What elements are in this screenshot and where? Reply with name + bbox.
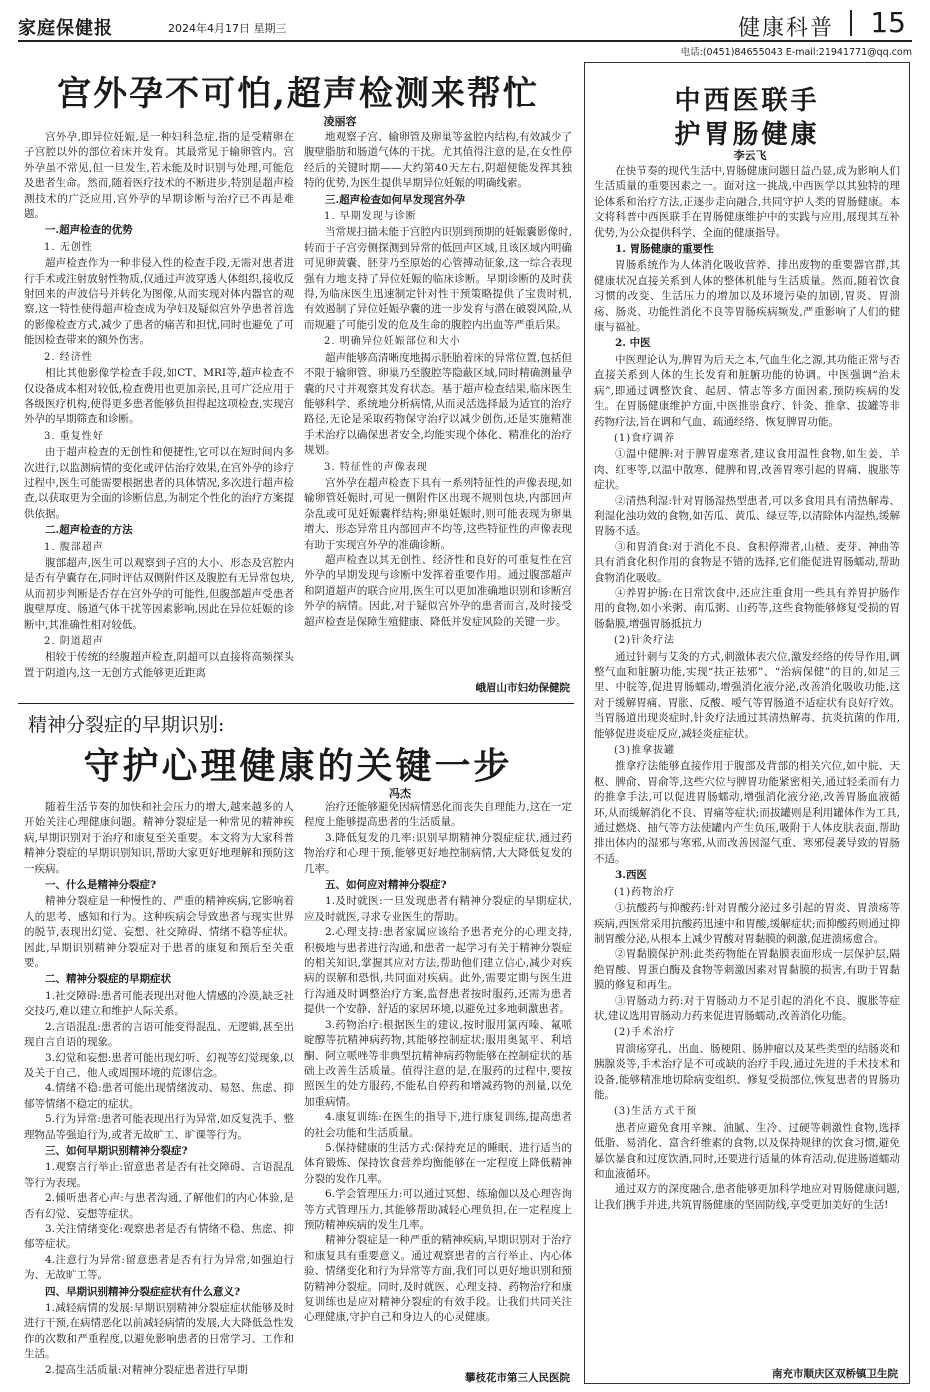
paragraph: 3.关注情绪变化:观察患者是否有情绪不稳、焦虑、抑郁等症状。	[24, 1222, 294, 1251]
article2-kicker: 精神分裂症的早期识别:	[28, 714, 225, 736]
article2-affiliation: 攀枝花市第三人民医院	[465, 1372, 570, 1384]
subheading: 一.超声检查的优势	[45, 224, 133, 237]
paragraph: 2.言语混乱:患者的言语可能变得混乱、无逻辑,甚至出现自言自语的现象。	[24, 1020, 294, 1049]
subheading: 二.超声检查的方法	[45, 524, 133, 537]
paragraph: 患者应避免食用辛辣、油腻、生冷、过硬等刺激性食物,选择低脂、易消化、富含纤维素的食物,以及保持规律的饮食习惯,避免暴饮暴食和过度饮酒,同时,还要进行适量的体育活动,促进肠道蠕动和血液循环。	[594, 1121, 900, 1180]
subheading: 二、精神分裂症的早期症状	[45, 973, 171, 986]
issue-date: 2024年4月17日 星期三	[168, 22, 287, 35]
paragraph: ①抗酸药与抑酸药:针对胃酸分泌过多引起的胃炎、胃溃疡等疾病,西医常采用抗酸药迅速中和胃酸,缓解症状;而抑酸药则通过抑制胃酸分泌,从根本上减少胃酸对胃黏膜的刺激,促进溃疡愈合。	[594, 902, 900, 945]
article1-column-right	[304, 130, 572, 678]
paragraph: 3.幻觉和妄想:患者可能出现幻听、幻视等幻觉现象,以及关于自己、他人或周围环境的荒谬信念。	[24, 1051, 294, 1079]
subheading: 1. 胃肠健康的重要性	[615, 243, 714, 256]
paragraph: 1.社交障碍:患者可能表现出对他人情感的冷漠,缺乏社交技巧,难以建立和维护人际关系。	[24, 989, 294, 1018]
article1-author: 凌丽容	[323, 115, 357, 128]
subheading: 三、如何早期识别精神分裂症?	[45, 1144, 188, 1157]
article2-author: 冯杰	[389, 787, 411, 800]
paragraph: ③胃肠动力药:对于胃肠动力不足引起的消化不良、腹胀等症状,建议选用胃肠动力药来促进胃肠蠕动,改善消化功能。	[594, 994, 900, 1022]
paragraph: ③和胃消食:对于消化不良、食积停滞者,山楂、麦芽、神曲等具有消食化积作用的食物是不错的选择,它们能促进胃肠蠕动,帮助食物消化吸收。	[594, 540, 900, 584]
article3-title-line2: 护胃肠健康	[674, 120, 820, 150]
paragraph: 2.倾听患者心声:与患者沟通,了解他们的内心体验,是否有幻觉、妄想等症状。	[24, 1192, 294, 1220]
subheading: 2. 明确异位妊娠部位和大小	[324, 336, 461, 348]
subheading: 1. 腹部超声	[44, 541, 104, 553]
subheading: 五、如何应对精神分裂症?	[325, 879, 447, 892]
paragraph: 4.情绪不稳:患者可能出现情绪波动、易怒、焦虑、抑郁等情绪不稳定的症状。	[24, 1082, 294, 1110]
paragraph: ①温中健脾:对于脾胃虚寒者,建议食用温性食物,如生姜、羊肉、红枣等,以温中散寒、健脾和胃,改善胃寒引起的胃痛、腹胀等症状。	[594, 448, 900, 492]
paragraph: 胃肠系统作为人体消化吸收营养、排出废物的重要器官群,其健康状况直接关系到人体的整体机能与生活质量。然而,随着饮食习惯的改变、生活压力的增加以及环境污染的加剧,胃炎、胃溃疡、肠炎、功能性消化不良等胃肠疾病频发,严重影响了人们的健康与福祉。	[594, 259, 900, 334]
article3-title-line1: 中西医联手	[674, 86, 820, 116]
paragraph: 胃溃疡穿孔、出血、肠梗阻、肠肿瘤以及某些类型的结肠炎和胰腺炎等,手术治疗是不可或缺的治疗手段,通过先进的手术技术和设备,能够精准地切除病变组织、修复受损部位,恢复患者的胃肠功能。	[594, 1042, 900, 1101]
article3-column	[594, 164, 900, 1360]
subheading: 2. 经济性	[44, 351, 93, 363]
paragraph: 推拿疗法能够直接作用于腹部及背部的相关穴位,如中脘、天枢、脾俞、胃俞等,这些穴位与脾胃功能紧密相关,通过轻柔而有力的推拿手法,可以促进胃肠蠕动,增强消化液分泌,改善胃肠血液循环,从而缓解消化不良、胃痛等症状;而拔罐则是利用罐体作为工具,通过燃烧、抽气等方法使罐内产生负压,吸附于人体皮肤表面,帮助排出体内的湿邪与寒邪,从而改善因湿气重、寒邪侵袭导致的胃肠不适。	[594, 760, 900, 865]
paragraph: 1.观察言行举止:留意患者是否有社交障碍、言语混乱等行为表现。	[24, 1161, 294, 1189]
subheading: (2)针灸疗法	[614, 635, 676, 647]
subheading: 四、早期识别精神分裂症症状有什么意义?	[45, 1285, 241, 1298]
article1-title: 宫外孕不可怕,超声检测来帮忙	[57, 74, 539, 114]
paragraph: 通过双方的深度融合,患者能够更加科学地应对胃肠健康问题,让我们携手并进,共筑胃肠健康的坚固防线,享受更加美好的生活!	[594, 1183, 900, 1211]
paragraph: 腹部超声,医生可以观察到子宫的大小、形态及宫腔内是否有孕囊存在,同时评估双侧附件区及腹腔有无异常包块,从而初步判断是否存在宫外孕的可能性,但腹部超声受患者腹壁厚度、肠道气体干扰等因素影响,因此在异位妊娠的诊断中,其准确性相对较低。	[24, 556, 294, 631]
paragraph: 4.注意行为异常:留意患者是否有行为异常,如强迫行为、无故旷工等。	[24, 1253, 294, 1282]
paragraph: 通过针刺与艾灸的方式,刺激体表穴位,激发经络的传导作用,调整气血和脏腑功能,实现“扶正祛邪”、“治病保健”的目的,如足三里、中脘等,促进胃肠蠕动,增强消化液分泌,改善消化吸收功能,这对于缓解胃痛、胃胀、反酸、嗳气等胃肠道不适症状有良好疗效。当胃肠道出现炎症时,针灸疗法通过其清热解毒、抗炎抗菌的作用,能够促进炎症反应,减轻炎症症状。	[594, 650, 900, 740]
subheading: (1)食疗调养	[614, 432, 676, 444]
paragraph: 超声能够高清晰度地揭示胚胎着床的异常位置,包括但不限于输卵管、卵巢乃至腹腔等隐蔽区域,同时精确测量孕囊的尺寸并观察其发育状态。基于超声检查结果,临床医生能够科学、系统地分析病情,从而灵活选择最为适宜的治疗路径,无论是采取药物保守治疗以减少创伤,还是实施精准手术治疗以确保患者安全,均能实现个体化、精准化的治疗规划。	[304, 351, 572, 457]
paragraph: 6.学会管理压力:可以通过冥想、练瑜伽以及心理咨询等方式管理压力,其能够帮助减轻心理负担,在一定程度上预防精神疾病的发生几率。	[304, 1188, 572, 1231]
subheading: 1. 无创性	[44, 241, 93, 253]
subheading: (1)药物治疗	[614, 886, 676, 898]
paragraph: 1.及时就医:一旦发现患者有精神分裂症的早期症状,应及时就医,寻求专业医生的帮助。	[304, 895, 572, 923]
paragraph: 5.行为异常:患者可能表现出行为异常,如反复洗手、整理物品等强迫行为,或者无故旷工、旷课等行为。	[24, 1113, 294, 1141]
paragraph: 3.降低复发的几率:识别早期精神分裂症症状,通过药物治疗和心理干预,能够更好地控制病情,大大降低复发的几率。	[304, 831, 572, 875]
subheading: 3.西医	[615, 869, 647, 882]
paragraph: 4.康复训练:在医生的指导下,进行康复训练,提高患者的社会功能和生活质量。	[304, 1111, 572, 1139]
paragraph: 相比其他影像学检查手段,如CT、MRI等,超声检查不仅设备成本相对较低,检查费用也更加亲民,且可广泛应用于各级医疗机构,使得更多患者能够负担得起这项检查,实现宫外孕的早期筛查和诊断。	[24, 367, 294, 426]
paragraph: 随着生活节奏的加快和社会压力的增大,越来越多的人开始关注心理健康问题。精神分裂症是一种常见的精神疾病,早期识别对于治疗和康复至关重要。本文将为大家科普精神分裂症的早期识别知识,帮助大家更好地理解和预防这一疾病。	[24, 801, 294, 875]
paragraph: 超声检查作为一种非侵入性的检查手段,无需对患者进行手术或注射放射性物质,仅通过声波穿透人体组织,接收反射回来的声波信号并转化为图像,从而实现对体内器官的观察,这一特性使得超声检查成为孕妇及疑似宫外孕患者首选的影像检查方式,减少了患者的痛苦和担忧,同时也避免了可能因检查带来的额外伤害。	[24, 257, 294, 347]
article2-column-right	[304, 800, 572, 1368]
paragraph: 2.心理支持:患者家属应该给予患者充分的心理支持,积极地与患者进行沟通,和患者一起学习有关于精神分裂症的相关知识,掌握其应对方法,帮助他们建立信心,减少对疾病的误解和恐惧,共同面对疾病。此外,需要定期与医生进行沟通及时调整治疗方案,监督患者按时服药,还需为患者提供一个安静、舒适的家居环境,以避免过多地刺激患者。	[304, 926, 572, 1016]
contact-line: 电话:(0451)84655043 E-mail:21941771@qq.com	[680, 47, 912, 58]
paragraph: 5.保持健康的生活方式:保持充足的睡眠、进行适当的体育锻炼、保持饮食营养均衡能够在一定程度上降低精神分裂的发作几率。	[304, 1141, 572, 1185]
paragraph: ②清热利湿:针对胃肠湿热型患者,可以多食用具有清热解毒、利湿化浊功效的食物,如苦瓜、黄瓜、绿豆等,以清除体内湿热,缓解胃肠不适。	[594, 494, 900, 538]
paragraph: ④养胃护肠:在日常饮食中,还应注重食用一些具有养胃护肠作用的食物,如小米粥、南瓜粥、山药等,这些食物能够修复受损的胃肠黏膜,增强胃肠抵抗力	[594, 586, 900, 630]
article1-column-left	[24, 130, 294, 696]
paragraph: 超声检查以其无创性、经济性和良好的可重复性在宫外孕的早期发现与诊断中发挥着重要作用。通过腹部超声和阴道超声的联合应用,医生可以更加准确地识别和诊断宫外孕的病情。因此,对于疑似宫外孕的患者而言,及时接受超声检查是保障生殖健康、降低并发症风险的关键一步。	[304, 553, 572, 628]
paragraph: 治疗还能够避免因病情恶化而丧失自理能力,这在一定程度上能够提高患者的生活质量。	[304, 801, 572, 829]
article3-affiliation: 南充市顺庆区双桥镇卫生院	[772, 1368, 898, 1380]
masthead-divider	[850, 10, 852, 36]
subheading: (3)推拿拔罐	[614, 745, 676, 757]
paragraph: 宫外孕,即异位妊娠,是一种妇科急症,指的是受精卵在子宫腔以外的部位着床并发育。其最常见于输卵管内。宫外孕虽不常见,但一旦发生,若未能及时识别与处理,可能危及患者生命。然而,随着医疗技术的不断进步,特别是超声检测技术的广泛应用,宫外孕的早期诊断与治疗已不再是难题。	[24, 131, 294, 221]
paragraph: 宫外孕在超声检查下具有一系列特征性的声像表现,如输卵管妊娠时,可见一侧附件区出现不规则包块,内部回声杂乱或可见妊娠囊样结构;卵巢妊娠时,则可能表现为卵巢增大、形态异常且内部回声不均等,这些特征性的声像表现有助于实现宫外孕的准确诊断。	[304, 476, 572, 551]
subheading: 1. 早期发现与诊断	[324, 211, 417, 223]
paragraph: 由于超声检查的无创性和便捷性,它可以在短时间内多次进行,以监测病情的变化或评估治疗效果,在宫外孕的诊疗过程中,医生可能需要根据患者的具体情况,多次进行超声检查,以获取更为全面的诊断信息,为制定个性化的治疗方案提供依据。	[24, 446, 294, 520]
article-separator	[18, 703, 574, 704]
paper-name: 家庭保健报	[18, 18, 113, 39]
article2-title: 守护心理健康的关键一步	[83, 745, 513, 787]
paragraph: 精神分裂症是一种严重的精神疾病,早期识别对于治疗和康复具有重要意义。通过观察患者的言行举止、内心体验、情绪变化和行为异常等方面,我们可以更好地识别和预防精神分裂症。同时,及时就医、心理支持、药物治疗和康复训练也是应对精神分裂症的有效手段。让我们共同关注心理健康,守护自己和身边人的心灵健康。	[304, 1234, 572, 1324]
subheading: 一、什么是精神分裂症?	[45, 879, 157, 892]
paragraph: 在快节奏的现代生活中,胃肠健康问题日益凸显,成为影响人们生活质量的重要因素之一。面对这一挑战,中西医学以其独特的理论体系和治疗方法,正逐步走向融合,共同守护人类的胃肠健康。本文将科普中西医联手在胃肠健康维护中的实践与应用,展现其互补优势,为公众提供科学、全面的健康指导。	[594, 165, 900, 239]
subheading: 三.超声检查如何早发现宫外孕	[325, 193, 466, 206]
page-number: 15	[870, 6, 906, 39]
paragraph: 精神分裂症是一种慢性的、严重的精神疾病,它影响着人的思考、感知和行为。这种疾病会导致患者与现实世界的脱节,表现出幻觉、妄想、社交障碍、情绪不稳等症状。因此,早期识别精神分裂症对于患者的康复和预后至关重要。	[24, 895, 294, 970]
subheading: 2. 中医	[615, 337, 651, 350]
article2-column-left	[24, 800, 294, 1384]
masthead	[18, 6, 912, 42]
paragraph: 相较于传统的经腹超声检查,阴超可以直接将高频探头置于阴道内,这一无创方式能够更近距离	[24, 651, 294, 679]
subheading: 3. 重复性好	[44, 430, 104, 442]
subheading: 2. 阴道超声	[44, 636, 104, 647]
section-name: 健康科普	[737, 16, 834, 41]
paragraph: 中医理论认为,脾胃为后天之本,气血生化之源,其功能正常与否直接关系到人体的生长发育和脏腑功能的协调。中医强调“治未病”,即通过调整饮食、起居、情志等多方面因素,预防疾病的发生。在胃肠健康维护方面,中医推崇食疗、针灸、推拿、拔罐等非药物疗法,旨在调和气血、疏通经络、恢复脾胃功能。	[594, 353, 900, 428]
subheading: (2)手术治疗	[614, 1027, 676, 1039]
paragraph: 地观察子宫、输卵管及卵巢等盆腔内结构,有效减少了腹壁脂肪和肠道气体的干扰。尤其值得注意的是,在女性停经后的关键时期——大约第40天左右,阴超便能发挥其独特的优势,为医生提供早期异位妊娠的明确线索。	[304, 131, 572, 190]
paragraph: 当常规扫描未能于宫腔内识别到预期的妊娠囊影像时,转而于子宫旁侧探测到异常的低回声区域,且该区域内明确可见卵黄囊、胚芽乃至原始的心管搏动征象,这一综合表现强有力地支持了异位妊娠的临床诊断。早期诊断的及时获得,为临床医生迅速制定针对性干预策略提供了宝贵时机,有效遏制了异位妊娠孕囊的进一步发育与潜在破裂风险,从而规避了可能引发的危及生命的腹腔内出血等严重后果。	[304, 226, 572, 331]
article1-affiliation: 峨眉山市妇幼保健院	[475, 682, 570, 694]
paragraph: 2.提高生活质量:对精神分裂症患者进行早期	[45, 1363, 248, 1376]
article3-author: 李云飞	[733, 149, 767, 162]
paragraph: 1.减轻病情的发展:早期识别精神分裂症症状能够及时进行干预,在病情恶化以前减轻病情的发展,大大降低急性发作的次数和严重程度,以避免影响患者的日常学习、工作和生活。	[24, 1302, 294, 1361]
paragraph: 3.药物治疗:根据医生的建议,按时服用氯丙嗪、氟哌啶醇等抗精神病药物,其能够控制症状;服用奥氮平、利培酮、阿立哌唑等非典型抗精神病药物能够在控制症状的基础上改善生活质量。值得注意的是,在服药的过程中,要按照医生的处方服药,不能私自停药和增减药物的剂量,以免加重病情。	[304, 1018, 572, 1108]
paragraph: ②胃黏膜保护剂:此类药物能在胃黏膜表面形成一层保护层,隔绝胃酸、胃蛋白酶及食物等刺激因素对胃黏膜的损害,有助于胃黏膜的修复和再生。	[594, 948, 900, 992]
subheading: 3. 特征性的声像表现	[324, 461, 428, 473]
subheading: (3)生活方式干预	[614, 1106, 698, 1118]
